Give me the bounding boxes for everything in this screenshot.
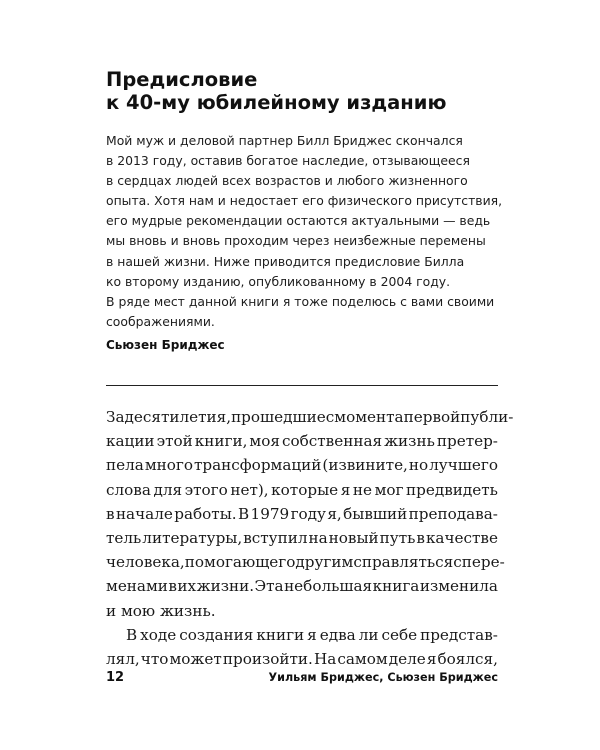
- body-line: [106, 574, 498, 598]
- word: может: [169, 650, 222, 669]
- page-number: 12: [106, 670, 125, 685]
- word: предвидеть: [406, 480, 498, 499]
- word: с: [325, 408, 335, 426]
- word: которые: [271, 480, 339, 499]
- word: моя: [249, 432, 280, 451]
- preface-signature: Сьюзен Бриджес: [106, 338, 225, 352]
- word: работы.: [174, 504, 237, 523]
- word: новый: [328, 529, 379, 548]
- word: десятилетия,: [124, 408, 232, 426]
- preface-line: опыта. Хотя нам и недостает его физического присутствия,: [106, 193, 503, 209]
- word: жизнь: [384, 432, 435, 451]
- word: что: [140, 650, 169, 669]
- word: книга: [372, 577, 420, 596]
- word: справляться: [353, 553, 454, 572]
- section-heading: [106, 68, 526, 114]
- word: ходе: [140, 625, 177, 644]
- word: но: [408, 456, 429, 475]
- word: себе: [381, 625, 418, 644]
- body-line: [106, 647, 498, 671]
- word: году: [290, 504, 326, 523]
- body-line: [106, 453, 498, 477]
- word: преподава-: [408, 504, 498, 523]
- word: жизни.: [196, 577, 255, 596]
- body-line: [106, 502, 498, 526]
- preface-note: [106, 131, 526, 332]
- body-text: [106, 405, 514, 671]
- divider: [106, 385, 498, 386]
- word: много: [144, 456, 193, 475]
- body-line: [106, 478, 498, 502]
- word: прошедшие: [231, 408, 326, 426]
- preface-line: ко второму изданию, опубликованному в 2004 году.: [106, 273, 451, 289]
- word: другим: [295, 553, 354, 572]
- body-line: [106, 429, 498, 453]
- word: для: [153, 480, 183, 499]
- word: Эта: [254, 577, 284, 596]
- word: литературы,: [142, 529, 243, 548]
- preface-line: В ряде мест данной книги я тоже поделюсь с вами своими: [106, 293, 495, 309]
- word: создания: [179, 625, 254, 644]
- word: помогающего: [184, 553, 296, 572]
- preface-line: в сердцах людей всех возрастов и любого жизненного: [106, 173, 468, 189]
- word: путь: [379, 529, 416, 548]
- preface-line: его мудрые рекомендации остаются актуальными — ведь: [106, 213, 491, 229]
- word: трансформаций: [193, 456, 322, 475]
- word: произойти.: [222, 650, 313, 669]
- word: пере-: [461, 553, 505, 572]
- word: самом: [337, 650, 388, 669]
- heading-line-1: Предисловие: [106, 68, 258, 91]
- word: качестве: [425, 529, 498, 548]
- word: бывший: [343, 504, 408, 523]
- word: тель: [106, 529, 142, 548]
- heading-line-2: к 40-му юбилейному изданию: [106, 91, 447, 114]
- word: лял,: [106, 650, 140, 669]
- word: На: [313, 650, 337, 669]
- word: едва: [319, 625, 356, 644]
- body-line: и мою жизнь.: [106, 601, 216, 620]
- word: лучшего: [429, 456, 498, 475]
- word: в: [416, 529, 425, 548]
- word: первой: [403, 408, 461, 426]
- preface-line: Мой муж и деловой партнер Билл Бриджес скончался: [106, 133, 463, 148]
- word: не: [352, 480, 372, 499]
- body-line: [106, 526, 498, 550]
- word: представ-: [420, 625, 498, 644]
- word: начале: [115, 504, 173, 523]
- word: на: [308, 529, 328, 548]
- word: изменила: [419, 577, 498, 596]
- word: момента: [334, 408, 404, 426]
- preface-line: мы вновь и вновь проходим через неизбежные перемены: [106, 233, 486, 249]
- word: менами: [106, 577, 168, 596]
- word: этой: [156, 432, 193, 451]
- word: 1979: [250, 504, 290, 523]
- preface-line: в 2013 году, оставив богатое наследие, отзывающееся: [106, 153, 470, 169]
- word: в: [106, 504, 115, 523]
- body-line: [106, 623, 498, 647]
- word: книги,: [194, 432, 248, 451]
- word: небольшая: [284, 577, 373, 596]
- body-line: [106, 405, 514, 429]
- word: с: [453, 553, 462, 572]
- word: этого: [184, 480, 228, 499]
- word: публи-: [460, 408, 514, 426]
- preface-line: в нашей жизни. Ниже приводится предисловие Билла: [106, 253, 465, 269]
- word: (извините,: [322, 456, 408, 475]
- word: деле: [388, 650, 426, 669]
- running-head: Уильям Бриджес, Сьюзен Бриджес: [268, 671, 498, 684]
- word: боялся,: [437, 650, 498, 669]
- word: За: [106, 408, 125, 426]
- word: претер-: [436, 432, 498, 451]
- word: я: [426, 650, 437, 669]
- word: в: [168, 577, 177, 596]
- word: вступил: [243, 529, 308, 548]
- word: нет),: [230, 480, 269, 499]
- word: человека,: [106, 553, 185, 572]
- word: пела: [106, 456, 144, 475]
- word: кации: [106, 432, 155, 451]
- word: их: [177, 577, 197, 596]
- word: книги: [256, 625, 305, 644]
- preface-line: соображениями.: [106, 313, 215, 329]
- word: В: [126, 625, 138, 644]
- word: В: [238, 504, 250, 523]
- body-line: [106, 550, 505, 574]
- word: собственная: [281, 432, 383, 451]
- word: слова: [106, 480, 151, 499]
- word: я: [340, 480, 351, 499]
- word: ли: [358, 625, 379, 644]
- word: мог: [374, 480, 404, 499]
- word: я,: [327, 504, 342, 523]
- word: я: [307, 625, 317, 644]
